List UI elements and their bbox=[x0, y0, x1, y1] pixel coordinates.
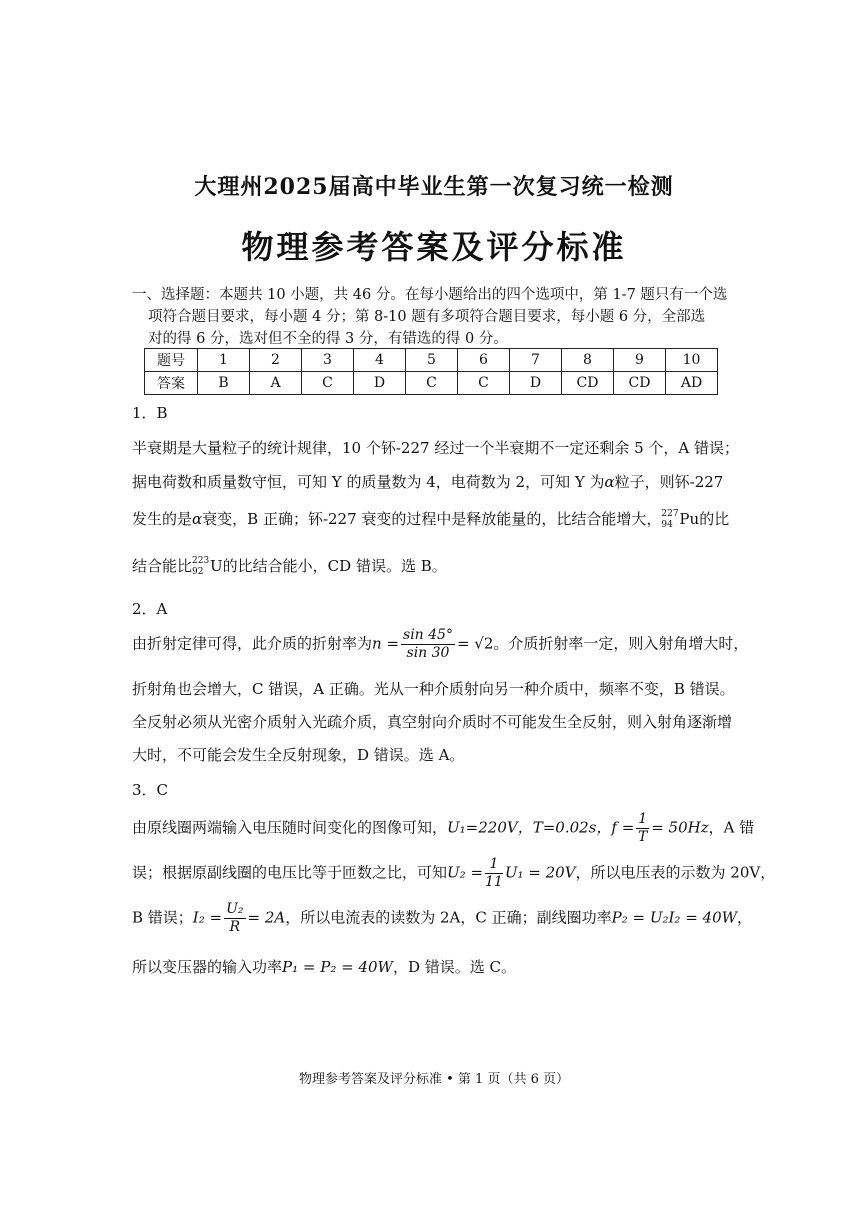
text: 据电荷数和质量数守恒，可知 Y 的质量数为 4，电荷数为 2，可知 Y 为 bbox=[132, 473, 605, 491]
element-symbol: U bbox=[210, 557, 223, 575]
table-cell: 3 bbox=[302, 349, 354, 372]
text: 所以变压器的输入功率 bbox=[132, 958, 283, 976]
table-cell: C bbox=[302, 372, 354, 395]
q1-line bbox=[132, 471, 723, 492]
intro-line: 一、选择题：本题共 10 小题，共 46 分。在每小题给出的四个选项中，第 1-7 题只有一个选 bbox=[132, 287, 728, 303]
alpha-symbol: α bbox=[192, 510, 203, 528]
element-symbol: Pu bbox=[679, 510, 700, 528]
text: B 错误； bbox=[132, 908, 193, 927]
table-cell: AD bbox=[666, 372, 718, 395]
text: 的比 bbox=[699, 510, 730, 528]
row-label-number: 题号 bbox=[145, 349, 198, 372]
mass-number: 223 bbox=[192, 556, 210, 566]
q1-heading: 1．B bbox=[132, 404, 168, 422]
q3-heading: 3．C bbox=[132, 781, 169, 799]
intro-line: 对的得 6 分，选对但不全的得 3 分，有错选的得 0 分。 bbox=[148, 331, 508, 347]
table-cell: CD bbox=[562, 372, 614, 395]
table-row bbox=[145, 349, 718, 372]
text: 发生的是 bbox=[132, 510, 193, 528]
table-cell: 4 bbox=[354, 349, 406, 372]
table-cell: 2 bbox=[250, 349, 302, 372]
numerator: U₂ bbox=[226, 901, 244, 917]
numerator: 1 bbox=[485, 856, 503, 874]
denominator: R bbox=[229, 919, 241, 935]
q1-line bbox=[132, 555, 447, 577]
denominator: 11 bbox=[485, 874, 503, 890]
table-cell: 1 bbox=[198, 349, 250, 372]
intro-line: 项符合题目要求，每小题 4 分；第 8-10 题有多项符合题目要求，每小题 6 分，全部选 bbox=[148, 309, 706, 325]
text: 的比结合能小，CD 错误。选 B。 bbox=[222, 557, 447, 575]
answer-table bbox=[144, 348, 718, 395]
charge-number: 94 bbox=[661, 520, 673, 530]
section-intro bbox=[132, 284, 727, 350]
formula: U₁=220V，T=0.02s， bbox=[447, 818, 612, 837]
table-cell: B bbox=[198, 372, 250, 395]
table-cell: 10 bbox=[666, 349, 718, 372]
charge-number: 92 bbox=[192, 567, 204, 577]
formula: n = bbox=[372, 634, 400, 653]
text: 由原线圈两端输入电压随时间变化的图像可知， bbox=[132, 818, 448, 837]
table-cell: CD bbox=[614, 372, 666, 395]
formula: = 2A bbox=[247, 908, 286, 927]
numerator: 1 bbox=[638, 811, 648, 827]
exam-title: 大理州2025届高中毕业生第一次复习统一检测 bbox=[194, 174, 674, 200]
text: ，D 错误。选 C。 bbox=[392, 958, 516, 976]
table-cell: 5 bbox=[406, 349, 458, 372]
formula: U₁ = 20V bbox=[504, 863, 576, 882]
table-cell: C bbox=[406, 372, 458, 395]
fraction bbox=[401, 627, 455, 662]
text: 结合能比 bbox=[132, 557, 193, 575]
alpha-symbol: α bbox=[604, 473, 615, 491]
pu-nuclide bbox=[661, 510, 679, 530]
text: 误；根据原副线圈的电压比等于匝数之比，可知 bbox=[132, 863, 448, 882]
table-cell: D bbox=[354, 372, 406, 395]
q3-line bbox=[132, 956, 516, 977]
text: ，所以电流表的读数为 2A，C 正确；副线圈功率 bbox=[285, 908, 612, 927]
q2-line: 全反射必须从光密介质射入光疏介质，真空射向介质时不可能发生全反射，则入射角逐渐增 bbox=[132, 713, 733, 731]
page-footer: 物理参考答案及评分标准 • 第 1 页（共 6 页） bbox=[298, 1072, 569, 1087]
q1-line bbox=[132, 508, 729, 530]
formula: P₂ = U₂I₂ = 40W bbox=[611, 908, 738, 927]
formula: I₂ = bbox=[192, 908, 223, 927]
table-cell: D bbox=[510, 372, 562, 395]
q1-line: 半衰期是大量粒子的统计规律，10 个钚-227 经过一个半衰期不一定还剩余 5 个，A 错误； bbox=[132, 439, 740, 457]
table-cell: 8 bbox=[562, 349, 614, 372]
table-cell: C bbox=[458, 372, 510, 395]
u-nuclide bbox=[192, 557, 210, 577]
q3-line bbox=[132, 856, 775, 891]
numerator: sin 45° bbox=[403, 627, 453, 643]
formula: f = bbox=[611, 818, 635, 837]
table-cell: 6 bbox=[458, 349, 510, 372]
table-cell: A bbox=[250, 372, 302, 395]
fraction bbox=[485, 856, 503, 891]
fraction bbox=[636, 811, 649, 846]
table-row bbox=[145, 372, 718, 395]
q3-line bbox=[132, 901, 752, 936]
text: 粒子，则钚-227 bbox=[614, 473, 724, 491]
formula: = 50Hz bbox=[651, 818, 709, 837]
q3-line bbox=[132, 811, 754, 846]
text: 。介质折射率一定，则入射角增大时， bbox=[493, 634, 749, 653]
text: 由折射定律可得，此介质的折射率为 bbox=[132, 634, 373, 653]
q2-line bbox=[132, 627, 748, 662]
table-cell: 9 bbox=[614, 349, 666, 372]
fraction bbox=[224, 901, 245, 936]
mass-number: 227 bbox=[661, 509, 679, 519]
text: ，A 错 bbox=[708, 818, 755, 837]
table-cell: 7 bbox=[510, 349, 562, 372]
q2-line: 大时，不可能会发生全反射现象，D 错误。选 A。 bbox=[132, 746, 465, 764]
formula: = √2 bbox=[456, 634, 494, 653]
text: ，所以电压表的示数为 20V， bbox=[575, 863, 776, 882]
document-title: 物理参考答案及评分标准 bbox=[241, 228, 627, 266]
denominator: sin 30 bbox=[406, 645, 450, 661]
text: ， bbox=[737, 908, 753, 927]
formula: U₂ = bbox=[447, 863, 484, 882]
denominator: T bbox=[638, 829, 648, 845]
text: 衰变，B 正确；钚-227 衰变的过程中是释放能量的，比结合能增大， bbox=[202, 510, 662, 528]
q2-line: 折射角也会增大，C 错误，A 正确。光从一种介质射向另一种介质中，频率不变，B 错误。 bbox=[132, 680, 735, 698]
q2-heading: 2．A bbox=[132, 600, 168, 618]
row-label-answer: 答案 bbox=[145, 372, 198, 395]
formula: P₁ = P₂ = 40W bbox=[282, 958, 393, 976]
